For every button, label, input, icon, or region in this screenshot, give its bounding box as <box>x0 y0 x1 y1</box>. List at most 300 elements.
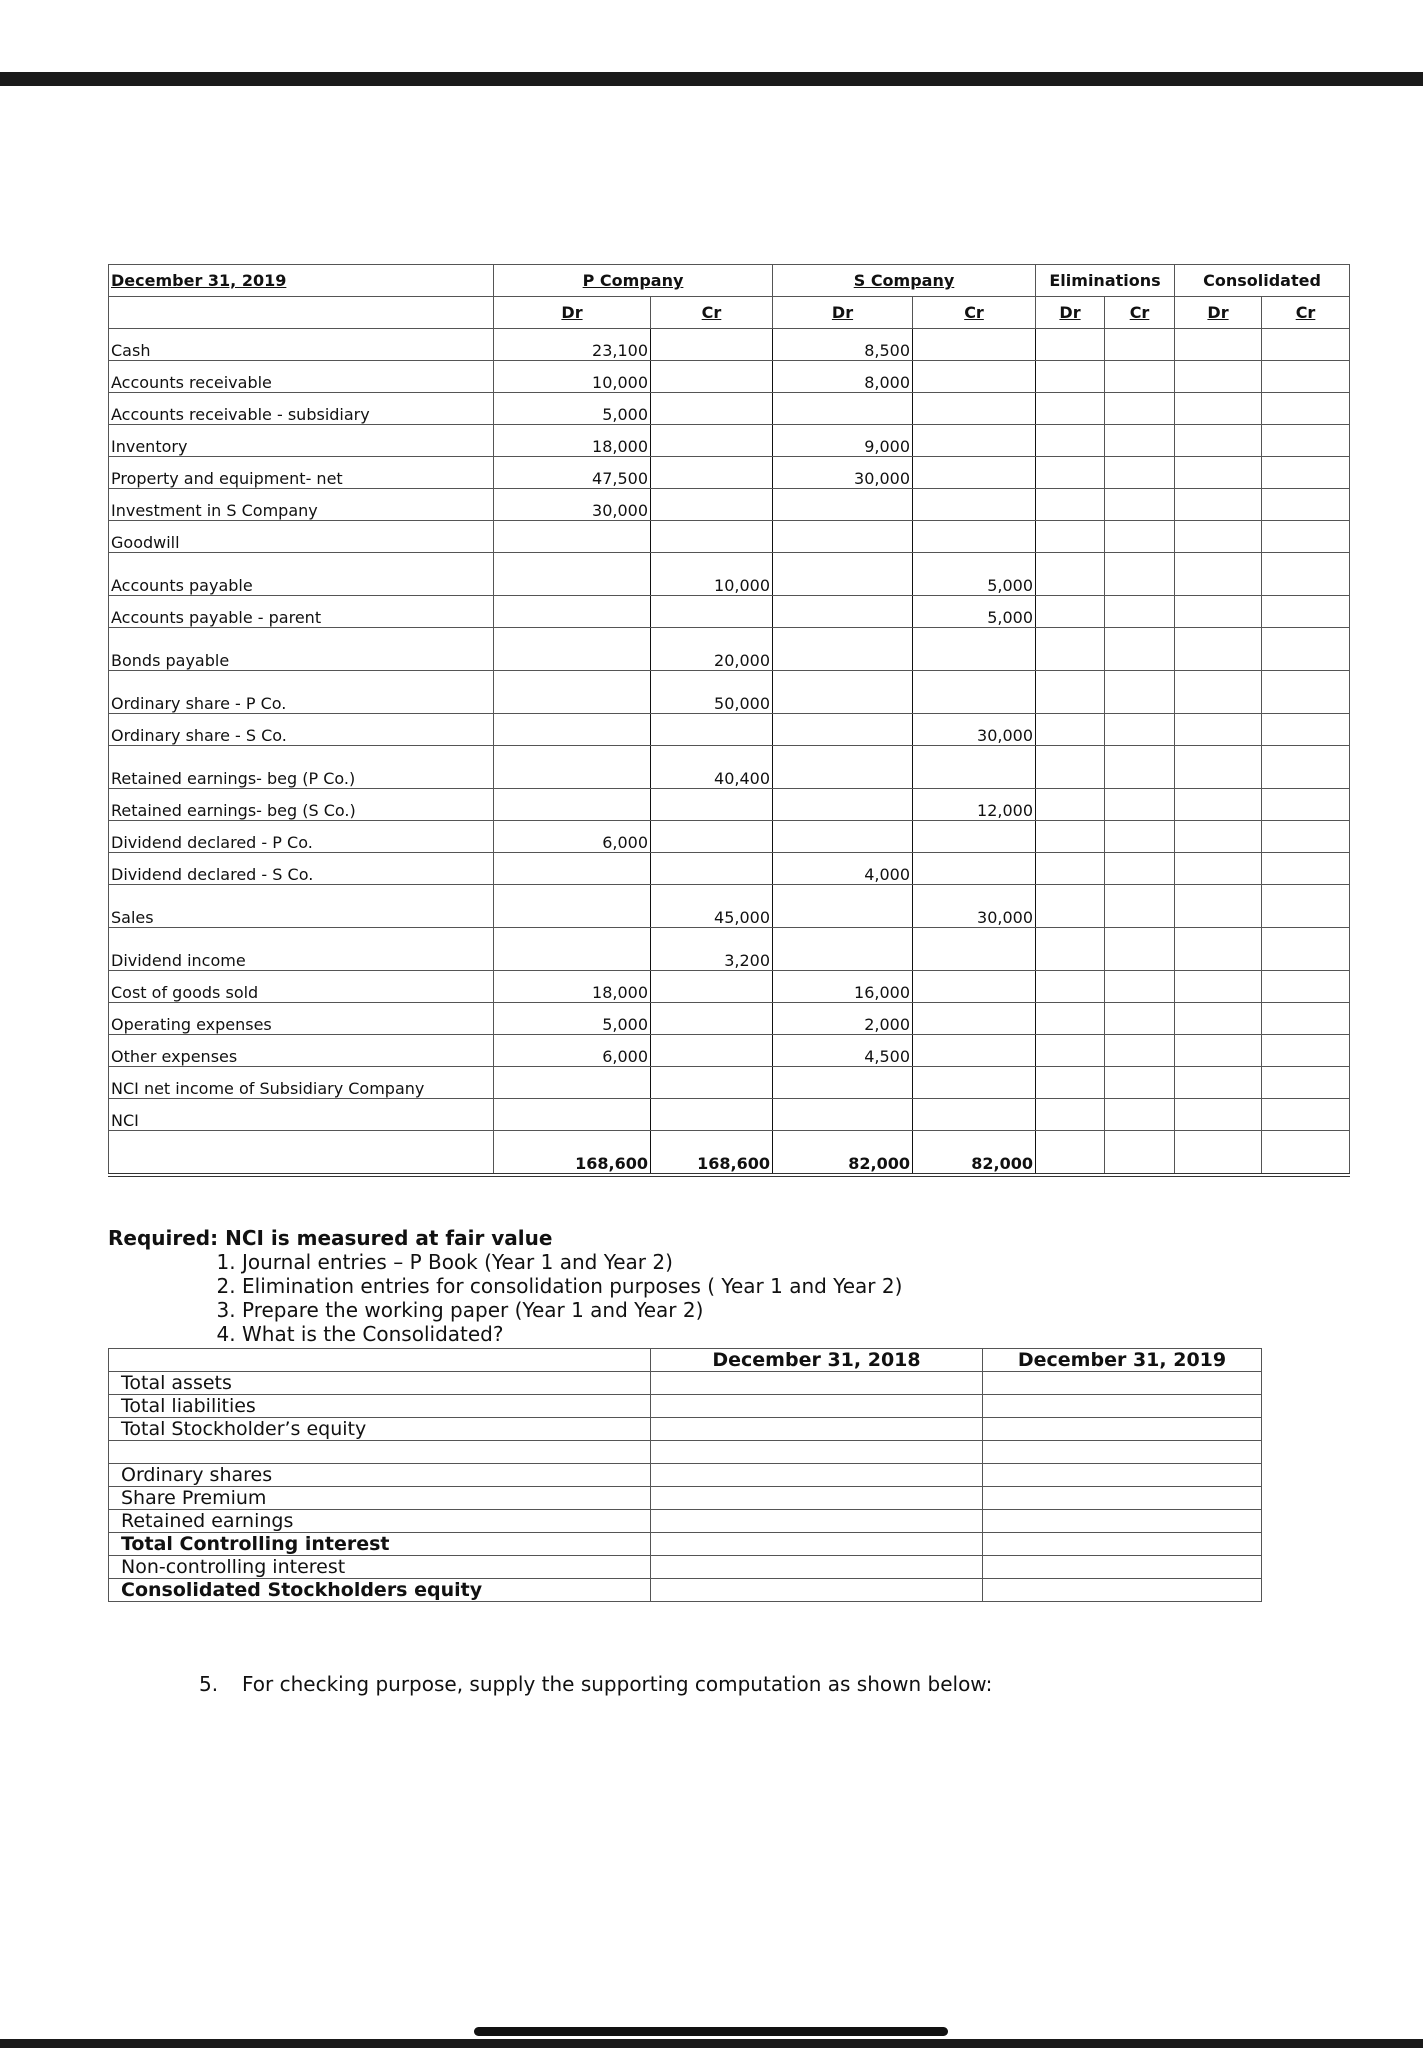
summary-label: Total Controlling interest <box>109 1533 651 1556</box>
entry-cell[interactable] <box>1175 971 1262 1003</box>
entry-cell[interactable] <box>1036 1003 1105 1035</box>
entry-cell[interactable] <box>1036 329 1105 361</box>
value-2018-cell[interactable] <box>651 1510 983 1533</box>
amount-s-dr <box>773 821 913 853</box>
required-item: 2. Elimination entries for consolidation purposes ( Year 1 and Year 2) <box>242 1274 902 1298</box>
entry-cell[interactable] <box>1175 457 1262 489</box>
entry-cell[interactable] <box>1262 457 1350 489</box>
entry-cell[interactable] <box>1175 1131 1262 1176</box>
total-s-cr: 82,000 <box>913 1131 1036 1176</box>
summary-label: Non-controlling interest <box>109 1556 651 1579</box>
entry-cell[interactable] <box>1175 553 1262 596</box>
table-row <box>109 885 1350 928</box>
row-label: Operating expenses <box>109 1003 494 1035</box>
blank-cell <box>109 297 494 329</box>
summary-row <box>109 1556 1262 1579</box>
entry-cell[interactable] <box>1262 329 1350 361</box>
row-label: NCI net income of Subsidiary Company <box>109 1067 494 1099</box>
table-row <box>109 596 1350 628</box>
table-row <box>109 1099 1350 1131</box>
table-row <box>109 489 1350 521</box>
table-row <box>109 928 1350 971</box>
entry-cell[interactable] <box>1036 928 1105 971</box>
entry-cell[interactable] <box>1105 489 1175 521</box>
row-label: Dividend income <box>109 928 494 971</box>
amount-p-dr: 5,000 <box>494 1003 651 1035</box>
row-label: Accounts receivable <box>109 361 494 393</box>
blank-cell <box>109 1349 651 1372</box>
entry-cell[interactable] <box>1175 361 1262 393</box>
value-2019-cell[interactable] <box>983 1464 1262 1487</box>
entry-cell[interactable] <box>1036 361 1105 393</box>
entry-cell[interactable] <box>1175 1003 1262 1035</box>
summary-row <box>109 1395 1262 1418</box>
table-row <box>109 746 1350 789</box>
amount-p-cr <box>651 361 773 393</box>
note-text: For checking purpose, supply the supporting computation as shown below: <box>242 1672 993 1696</box>
entry-cell[interactable] <box>1175 521 1262 553</box>
entry-cell[interactable] <box>1262 1035 1350 1067</box>
entry-cell[interactable] <box>1262 971 1350 1003</box>
amount-p-dr <box>494 885 651 928</box>
required-item: 3. Prepare the working paper (Year 1 and Year 2) <box>242 1298 902 1322</box>
amount-p-cr <box>651 596 773 628</box>
value-2019-cell[interactable] <box>983 1533 1262 1556</box>
row-label: Goodwill <box>109 521 494 553</box>
amount-s-cr <box>913 329 1036 361</box>
entry-cell[interactable] <box>1105 393 1175 425</box>
summary-row <box>109 1510 1262 1533</box>
bottom-bar <box>0 2039 1423 2048</box>
value-2018-cell[interactable] <box>651 1441 983 1464</box>
amount-p-dr: 30,000 <box>494 489 651 521</box>
entry-cell[interactable] <box>1262 1131 1350 1176</box>
entry-cell[interactable] <box>1036 425 1105 457</box>
summary-row <box>109 1372 1262 1395</box>
amount-s-dr <box>773 521 913 553</box>
subheader-cr: Cr <box>913 297 1036 329</box>
value-2019-cell[interactable] <box>983 1441 1262 1464</box>
entry-cell[interactable] <box>1036 521 1105 553</box>
amount-p-cr <box>651 393 773 425</box>
amount-s-dr: 30,000 <box>773 457 913 489</box>
entry-cell[interactable] <box>1262 553 1350 596</box>
value-2018-cell[interactable] <box>651 1418 983 1441</box>
amount-p-cr: 3,200 <box>651 928 773 971</box>
subheader-dr: Dr <box>1175 297 1262 329</box>
row-label: Property and equipment- net <box>109 457 494 489</box>
home-indicator[interactable] <box>474 2027 948 2036</box>
entry-cell[interactable] <box>1105 714 1175 746</box>
amount-p-cr: 50,000 <box>651 671 773 714</box>
entry-cell[interactable] <box>1105 671 1175 714</box>
required-item: 1. Journal entries – P Book (Year 1 and Year 2) <box>242 1250 902 1274</box>
table-row <box>109 628 1350 671</box>
value-2019-cell[interactable] <box>983 1579 1262 1602</box>
value-2018-cell[interactable] <box>651 1579 983 1602</box>
totals-row <box>109 1131 1350 1176</box>
amount-s-cr: 5,000 <box>913 596 1036 628</box>
amount-p-cr <box>651 329 773 361</box>
entry-cell[interactable] <box>1175 885 1262 928</box>
amount-s-cr <box>913 746 1036 789</box>
entry-cell[interactable] <box>1036 885 1105 928</box>
blank-cell <box>109 1131 494 1176</box>
entry-cell[interactable] <box>1262 714 1350 746</box>
amount-s-dr <box>773 1067 913 1099</box>
entry-cell[interactable] <box>1036 671 1105 714</box>
subheader-dr: Dr <box>494 297 651 329</box>
group-consolidated: Consolidated <box>1175 265 1350 297</box>
amount-p-cr <box>651 821 773 853</box>
entry-cell[interactable] <box>1105 789 1175 821</box>
entry-cell[interactable] <box>1105 1067 1175 1099</box>
entry-cell[interactable] <box>1105 971 1175 1003</box>
amount-s-cr <box>913 821 1036 853</box>
amount-p-cr <box>651 1067 773 1099</box>
entry-cell[interactable] <box>1175 596 1262 628</box>
table-row <box>109 714 1350 746</box>
row-label: Investment in S Company <box>109 489 494 521</box>
amount-p-dr: 5,000 <box>494 393 651 425</box>
entry-cell[interactable] <box>1262 361 1350 393</box>
amount-p-dr <box>494 928 651 971</box>
row-label: Retained earnings- beg (S Co.) <box>109 789 494 821</box>
amount-s-cr: 12,000 <box>913 789 1036 821</box>
value-2019-cell[interactable] <box>983 1510 1262 1533</box>
col-dec-2019: December 31, 2019 <box>983 1349 1262 1372</box>
entry-cell[interactable] <box>1036 789 1105 821</box>
amount-p-cr <box>651 1099 773 1131</box>
row-label: Ordinary share - S Co. <box>109 714 494 746</box>
entry-cell[interactable] <box>1036 971 1105 1003</box>
amount-p-dr: 10,000 <box>494 361 651 393</box>
amount-s-cr: 30,000 <box>913 885 1036 928</box>
value-2019-cell[interactable] <box>983 1418 1262 1441</box>
group-p-company: P Company <box>494 265 773 297</box>
amount-s-cr <box>913 361 1036 393</box>
entry-cell[interactable] <box>1175 789 1262 821</box>
subheader-cr: Cr <box>1262 297 1350 329</box>
row-label: NCI <box>109 1099 494 1131</box>
amount-s-dr: 8,500 <box>773 329 913 361</box>
entry-cell[interactable] <box>1105 329 1175 361</box>
entry-cell[interactable] <box>1262 521 1350 553</box>
amount-p-cr <box>651 789 773 821</box>
row-label: Dividend declared - P Co. <box>109 821 494 853</box>
row-label: Bonds payable <box>109 628 494 671</box>
value-2019-cell[interactable] <box>983 1395 1262 1418</box>
entry-cell[interactable] <box>1262 746 1350 789</box>
consolidation-worksheet <box>108 264 1350 1177</box>
summary-table <box>108 1348 1262 1602</box>
amount-s-dr <box>773 714 913 746</box>
amount-s-cr <box>913 853 1036 885</box>
amount-s-dr <box>773 885 913 928</box>
summary-row <box>109 1533 1262 1556</box>
entry-cell[interactable] <box>1262 1099 1350 1131</box>
summary-row <box>109 1464 1262 1487</box>
entry-cell[interactable] <box>1175 746 1262 789</box>
row-label: Accounts payable <box>109 553 494 596</box>
total-s-dr: 82,000 <box>773 1131 913 1176</box>
amount-p-cr <box>651 425 773 457</box>
amount-p-dr <box>494 789 651 821</box>
amount-p-dr: 6,000 <box>494 821 651 853</box>
amount-s-dr: 9,000 <box>773 425 913 457</box>
amount-p-cr <box>651 714 773 746</box>
entry-cell[interactable] <box>1175 853 1262 885</box>
amount-s-dr: 8,000 <box>773 361 913 393</box>
amount-s-cr <box>913 1035 1036 1067</box>
entry-cell[interactable] <box>1175 821 1262 853</box>
amount-p-cr <box>651 853 773 885</box>
entry-cell[interactable] <box>1262 1067 1350 1099</box>
amount-s-dr <box>773 596 913 628</box>
total-p-cr: 168,600 <box>651 1131 773 1176</box>
top-bar <box>0 72 1423 86</box>
entry-cell[interactable] <box>1105 425 1175 457</box>
col-dec-2018: December 31, 2018 <box>651 1349 983 1372</box>
entry-cell[interactable] <box>1105 1131 1175 1176</box>
value-2018-cell[interactable] <box>651 1487 983 1510</box>
value-2019-cell[interactable] <box>983 1372 1262 1395</box>
entry-cell[interactable] <box>1175 329 1262 361</box>
amount-p-dr: 18,000 <box>494 425 651 457</box>
entry-cell[interactable] <box>1105 1003 1175 1035</box>
entry-cell[interactable] <box>1105 928 1175 971</box>
entry-cell[interactable] <box>1105 1035 1175 1067</box>
summary-label: Total Stockholder’s equity <box>109 1418 651 1441</box>
row-label: Sales <box>109 885 494 928</box>
amount-s-dr <box>773 489 913 521</box>
amount-p-dr <box>494 553 651 596</box>
row-label: Inventory <box>109 425 494 457</box>
entry-cell[interactable] <box>1262 596 1350 628</box>
required-section <box>108 1226 902 1346</box>
row-label: Retained earnings- beg (P Co.) <box>109 746 494 789</box>
amount-p-cr <box>651 1003 773 1035</box>
value-2019-cell[interactable] <box>983 1487 1262 1510</box>
table-row <box>109 821 1350 853</box>
entry-cell[interactable] <box>1262 853 1350 885</box>
table-row <box>109 1035 1350 1067</box>
table-row <box>109 1067 1350 1099</box>
entry-cell[interactable] <box>1262 789 1350 821</box>
required-item: 4. What is the Consolidated? <box>242 1322 902 1346</box>
entry-cell[interactable] <box>1105 821 1175 853</box>
entry-cell[interactable] <box>1036 746 1105 789</box>
amount-s-dr: 2,000 <box>773 1003 913 1035</box>
entry-cell[interactable] <box>1262 928 1350 971</box>
entry-cell[interactable] <box>1262 425 1350 457</box>
amount-p-dr: 18,000 <box>494 971 651 1003</box>
entry-cell[interactable] <box>1036 714 1105 746</box>
entry-cell[interactable] <box>1105 361 1175 393</box>
entry-cell[interactable] <box>1175 928 1262 971</box>
entry-cell[interactable] <box>1175 425 1262 457</box>
entry-cell[interactable] <box>1105 521 1175 553</box>
table-row <box>109 853 1350 885</box>
amount-s-dr: 16,000 <box>773 971 913 1003</box>
summary-row <box>109 1418 1262 1441</box>
subheader-dr: Dr <box>773 297 913 329</box>
amount-p-cr <box>651 457 773 489</box>
amount-p-cr: 10,000 <box>651 553 773 596</box>
amount-p-cr <box>651 489 773 521</box>
amount-p-dr <box>494 1067 651 1099</box>
amount-s-cr <box>913 457 1036 489</box>
amount-p-dr: 6,000 <box>494 1035 651 1067</box>
amount-p-dr: 23,100 <box>494 329 651 361</box>
entry-cell[interactable] <box>1036 596 1105 628</box>
entry-cell[interactable] <box>1036 457 1105 489</box>
amount-p-dr <box>494 853 651 885</box>
entry-cell[interactable] <box>1105 596 1175 628</box>
amount-s-cr: 30,000 <box>913 714 1036 746</box>
amount-s-dr <box>773 628 913 671</box>
summary-row <box>109 1579 1262 1602</box>
entry-cell[interactable] <box>1105 628 1175 671</box>
entry-cell[interactable] <box>1175 1099 1262 1131</box>
summary-label: Retained earnings <box>109 1510 651 1533</box>
entry-cell[interactable] <box>1036 393 1105 425</box>
entry-cell[interactable] <box>1036 1131 1105 1176</box>
entry-cell[interactable] <box>1036 1067 1105 1099</box>
entry-cell[interactable] <box>1262 671 1350 714</box>
entry-cell[interactable] <box>1105 746 1175 789</box>
amount-s-cr <box>913 971 1036 1003</box>
value-2018-cell[interactable] <box>651 1556 983 1579</box>
summary-row <box>109 1441 1262 1464</box>
amount-s-dr <box>773 671 913 714</box>
entry-cell[interactable] <box>1262 489 1350 521</box>
entry-cell[interactable] <box>1175 671 1262 714</box>
subheader-dr: Dr <box>1036 297 1105 329</box>
entry-cell[interactable] <box>1175 1035 1262 1067</box>
amount-s-cr <box>913 671 1036 714</box>
amount-p-dr <box>494 628 651 671</box>
amount-s-cr <box>913 425 1036 457</box>
entry-cell[interactable] <box>1175 628 1262 671</box>
entry-cell[interactable] <box>1036 553 1105 596</box>
entry-cell[interactable] <box>1105 885 1175 928</box>
row-label: Cash <box>109 329 494 361</box>
entry-cell[interactable] <box>1262 628 1350 671</box>
row-label: Cost of goods sold <box>109 971 494 1003</box>
table-row <box>109 425 1350 457</box>
subheader-cr: Cr <box>1105 297 1175 329</box>
entry-cell[interactable] <box>1262 1003 1350 1035</box>
entry-cell[interactable] <box>1036 628 1105 671</box>
group-s-company: S Company <box>773 265 1036 297</box>
amount-s-cr <box>913 489 1036 521</box>
entry-cell[interactable] <box>1105 553 1175 596</box>
entry-cell[interactable] <box>1036 489 1105 521</box>
summary-label: Share Premium <box>109 1487 651 1510</box>
entry-cell[interactable] <box>1105 457 1175 489</box>
amount-p-cr: 40,400 <box>651 746 773 789</box>
value-2019-cell[interactable] <box>983 1556 1262 1579</box>
entry-cell[interactable] <box>1036 1035 1105 1067</box>
amount-p-cr <box>651 971 773 1003</box>
table-row <box>109 671 1350 714</box>
entry-cell[interactable] <box>1262 821 1350 853</box>
entry-cell[interactable] <box>1036 821 1105 853</box>
amount-s-dr: 4,500 <box>773 1035 913 1067</box>
entry-cell[interactable] <box>1262 885 1350 928</box>
amount-s-dr <box>773 789 913 821</box>
table-row <box>109 393 1350 425</box>
entry-cell[interactable] <box>1262 393 1350 425</box>
amount-s-cr <box>913 1067 1036 1099</box>
amount-p-dr <box>494 671 651 714</box>
table-row <box>109 457 1350 489</box>
summary-label: Total assets <box>109 1372 651 1395</box>
amount-p-dr <box>494 596 651 628</box>
entry-cell[interactable] <box>1105 853 1175 885</box>
table-row <box>109 553 1350 596</box>
worksheet-date: December 31, 2019 <box>109 265 494 297</box>
entry-cell[interactable] <box>1175 714 1262 746</box>
table-row <box>109 971 1350 1003</box>
amount-s-dr <box>773 746 913 789</box>
amount-p-dr <box>494 521 651 553</box>
value-2018-cell[interactable] <box>651 1372 983 1395</box>
required-list <box>108 1250 902 1346</box>
total-p-dr: 168,600 <box>494 1131 651 1176</box>
summary-label <box>109 1441 651 1464</box>
amount-s-cr: 5,000 <box>913 553 1036 596</box>
row-label: Ordinary share - P Co. <box>109 671 494 714</box>
amount-s-dr <box>773 553 913 596</box>
entry-cell[interactable] <box>1036 853 1105 885</box>
row-label: Accounts receivable - subsidiary <box>109 393 494 425</box>
amount-s-dr <box>773 928 913 971</box>
subheader-cr: Cr <box>651 297 773 329</box>
table-row <box>109 1003 1350 1035</box>
entry-cell[interactable] <box>1175 1067 1262 1099</box>
entry-cell[interactable] <box>1175 489 1262 521</box>
amount-s-cr <box>913 1003 1036 1035</box>
summary-label: Ordinary shares <box>109 1464 651 1487</box>
entry-cell[interactable] <box>1036 1099 1105 1131</box>
note-number: 5. <box>199 1672 219 1696</box>
entry-cell[interactable] <box>1105 1099 1175 1131</box>
amount-p-cr <box>651 1035 773 1067</box>
entry-cell[interactable] <box>1175 393 1262 425</box>
amount-s-cr <box>913 393 1036 425</box>
value-2018-cell[interactable] <box>651 1533 983 1556</box>
amount-p-dr <box>494 1099 651 1131</box>
amount-p-cr <box>651 521 773 553</box>
amount-s-cr <box>913 1099 1036 1131</box>
value-2018-cell[interactable] <box>651 1464 983 1487</box>
value-2018-cell[interactable] <box>651 1395 983 1418</box>
table-row <box>109 361 1350 393</box>
table-row <box>109 789 1350 821</box>
table-row <box>109 521 1350 553</box>
amount-s-dr <box>773 1099 913 1131</box>
amount-s-dr <box>773 393 913 425</box>
summary-label: Consolidated Stockholders equity <box>109 1579 651 1602</box>
amount-p-cr: 20,000 <box>651 628 773 671</box>
required-heading: Required: NCI is measured at fair value <box>108 1226 553 1250</box>
row-label: Dividend declared - S Co. <box>109 853 494 885</box>
group-eliminations: Eliminations <box>1036 265 1175 297</box>
amount-p-dr <box>494 746 651 789</box>
amount-s-cr <box>913 628 1036 671</box>
